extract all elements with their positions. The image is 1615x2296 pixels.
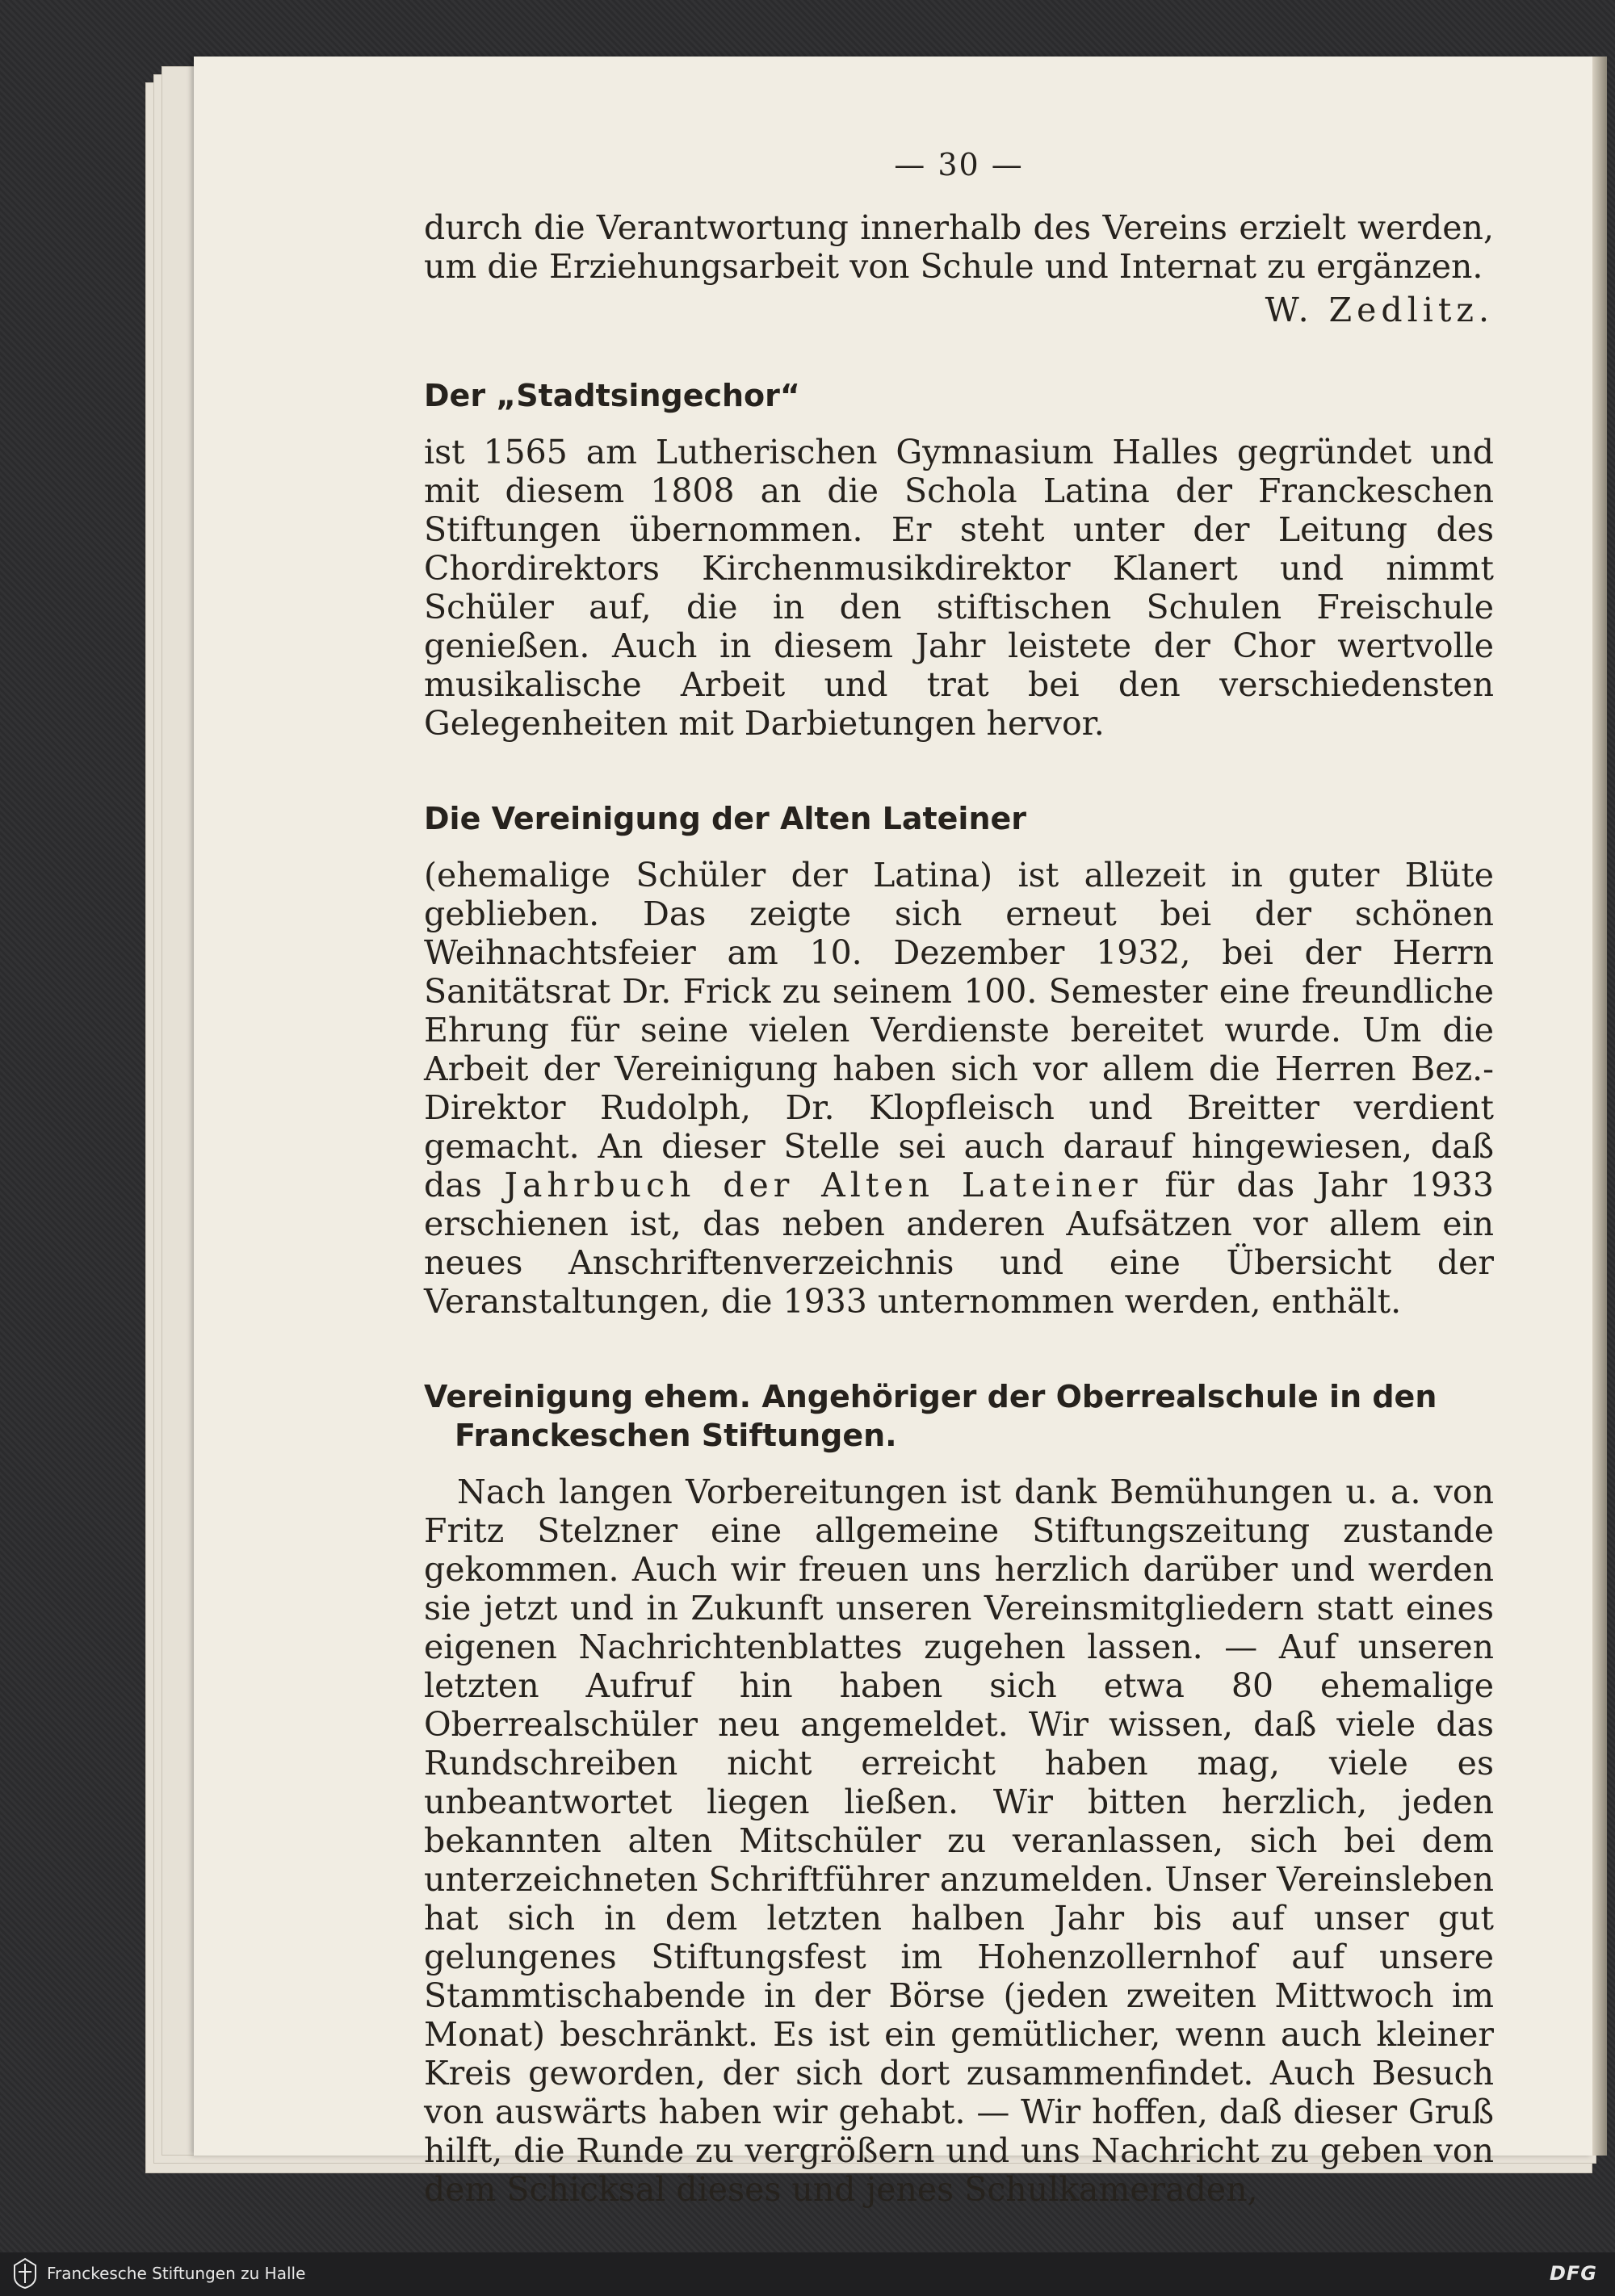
section-heading-alte-lateiner: Die Vereinigung der Alten Lateiner [424,801,1027,836]
section-heading-oberrealschule: Vereinigung ehem. Angehöriger der Oberrealschule in den Franckeschen Stiftungen. [424,1379,1437,1453]
dfg-logo: DFG [1549,2262,1597,2285]
page-text [424,145,1494,2209]
body-text: (ehemalige Schüler der Latina) ist allezeit in guter Blüte geblieben. Das zeigte sich erneut bei der schönen Weihnachtsfeier am 10. Dezember 1932, bei der Herrn Sanitätsrat Dr. Frick zu seinem 100. Semester eine freundliche Ehrung für seine vielen Verdienste bereitet wurde. Um die Arbeit der Vereinigung haben sich vor allem die Herren Bez.-Direktor Rudolph, Dr. Klopfleisch und Breitter verdient gemacht. An dieser Stelle sei auch darauf hingewiesen, daß das [424,856,1494,1205]
intro-paragraph: durch die Verantwortung innerhalb des Vereins erzielt werden, um die Erziehungsarbeit von Schule und Internat zu ergänzen. [424,208,1494,286]
section-body-stadtsingechor: ist 1565 am Lutherischen Gymnasium Halles gegründet und mit diesem 1808 an die Schola Latina der Franckeschen Stiftungen übernommen. Er steht unter der Leitung des Chordirektors Kirchenmusikdirektor Klanert und nimmt Schüler auf, die in den stiftischen Schulen Freischule genießen. Auch in diesem Jahr leistete der Chor wertvolle musikalische Arbeit und trat bei den verschiedensten Gelegenheiten mit Darbietungen hervor. [424,433,1494,743]
signature: W. Zedlitz. [1265,291,1494,329]
viewer-footer-bar [0,2252,1615,2296]
page-number: — 30 — [894,147,1024,182]
body-text: für das Jahr 1933 erschienen ist, das neben anderen Aufsätzen vor allem ein neues Anschriftenverzeichnis und eine Übersicht der Veranstaltungen, die 1933 unternommen werden, enthält. [424,1166,1494,1321]
section-body-alte-lateiner [424,856,1494,1321]
institution-name: Franckesche Stiftungen zu Halle [47,2264,306,2283]
section-body-oberrealschule: Nach langen Vorbereitungen ist dank Bemühungen u. a. von Fritz Stelzner eine allgemeine Stiftungszeitung zustande gekommen. Auch wir freuen uns herzlich darüber und werden sie jetzt und in Zukunft unseren Vereinsmitgliedern statt eines eigenen Nachrichtenblattes zugehen lassen. — Auf unseren letzten Aufruf hin haben sich etwa 80 ehemalige Oberrealschüler neu angemeldet. Wir wissen, daß viele das Rundschreiben nicht erreicht haben mag, viele es unbeantwortet liegen ließen. Wir bitten herzlich, jeden bekannten alten Mitschüler zu veranlassen, sich bei dem unterzeichneten Schriftführer anzumelden. Unser Vereinsleben hat sich in dem letzten halben Jahr bis auf unser gut gelungenes Stiftungsfest im Hohenzollernhof auf unsere Stammtischabende in der Börse (jeden zweiten Mittwoch im Monat) beschränkt. Es ist ein gemütlicher, wenn auch kleiner Kreis geworden, der sich dort zusammenfindet. Auch Besuch von auswärts haben wir gehabt. — Wir hoffen, daß dieser Gruß hilft, die Runde zu vergrößern und uns Nachricht zu geben von dem Schicksal dieses und jenes Schulkameraden, [424,1473,1494,2209]
section-heading-stadtsingechor: Der „Stadtsingechor“ [424,378,800,413]
page-gutter-shadow [1592,57,1607,2156]
franckesche-stiftungen-emblem-icon [11,2257,39,2290]
spaced-title: Jahrbuch der Alten Lateiner [504,1166,1143,1205]
